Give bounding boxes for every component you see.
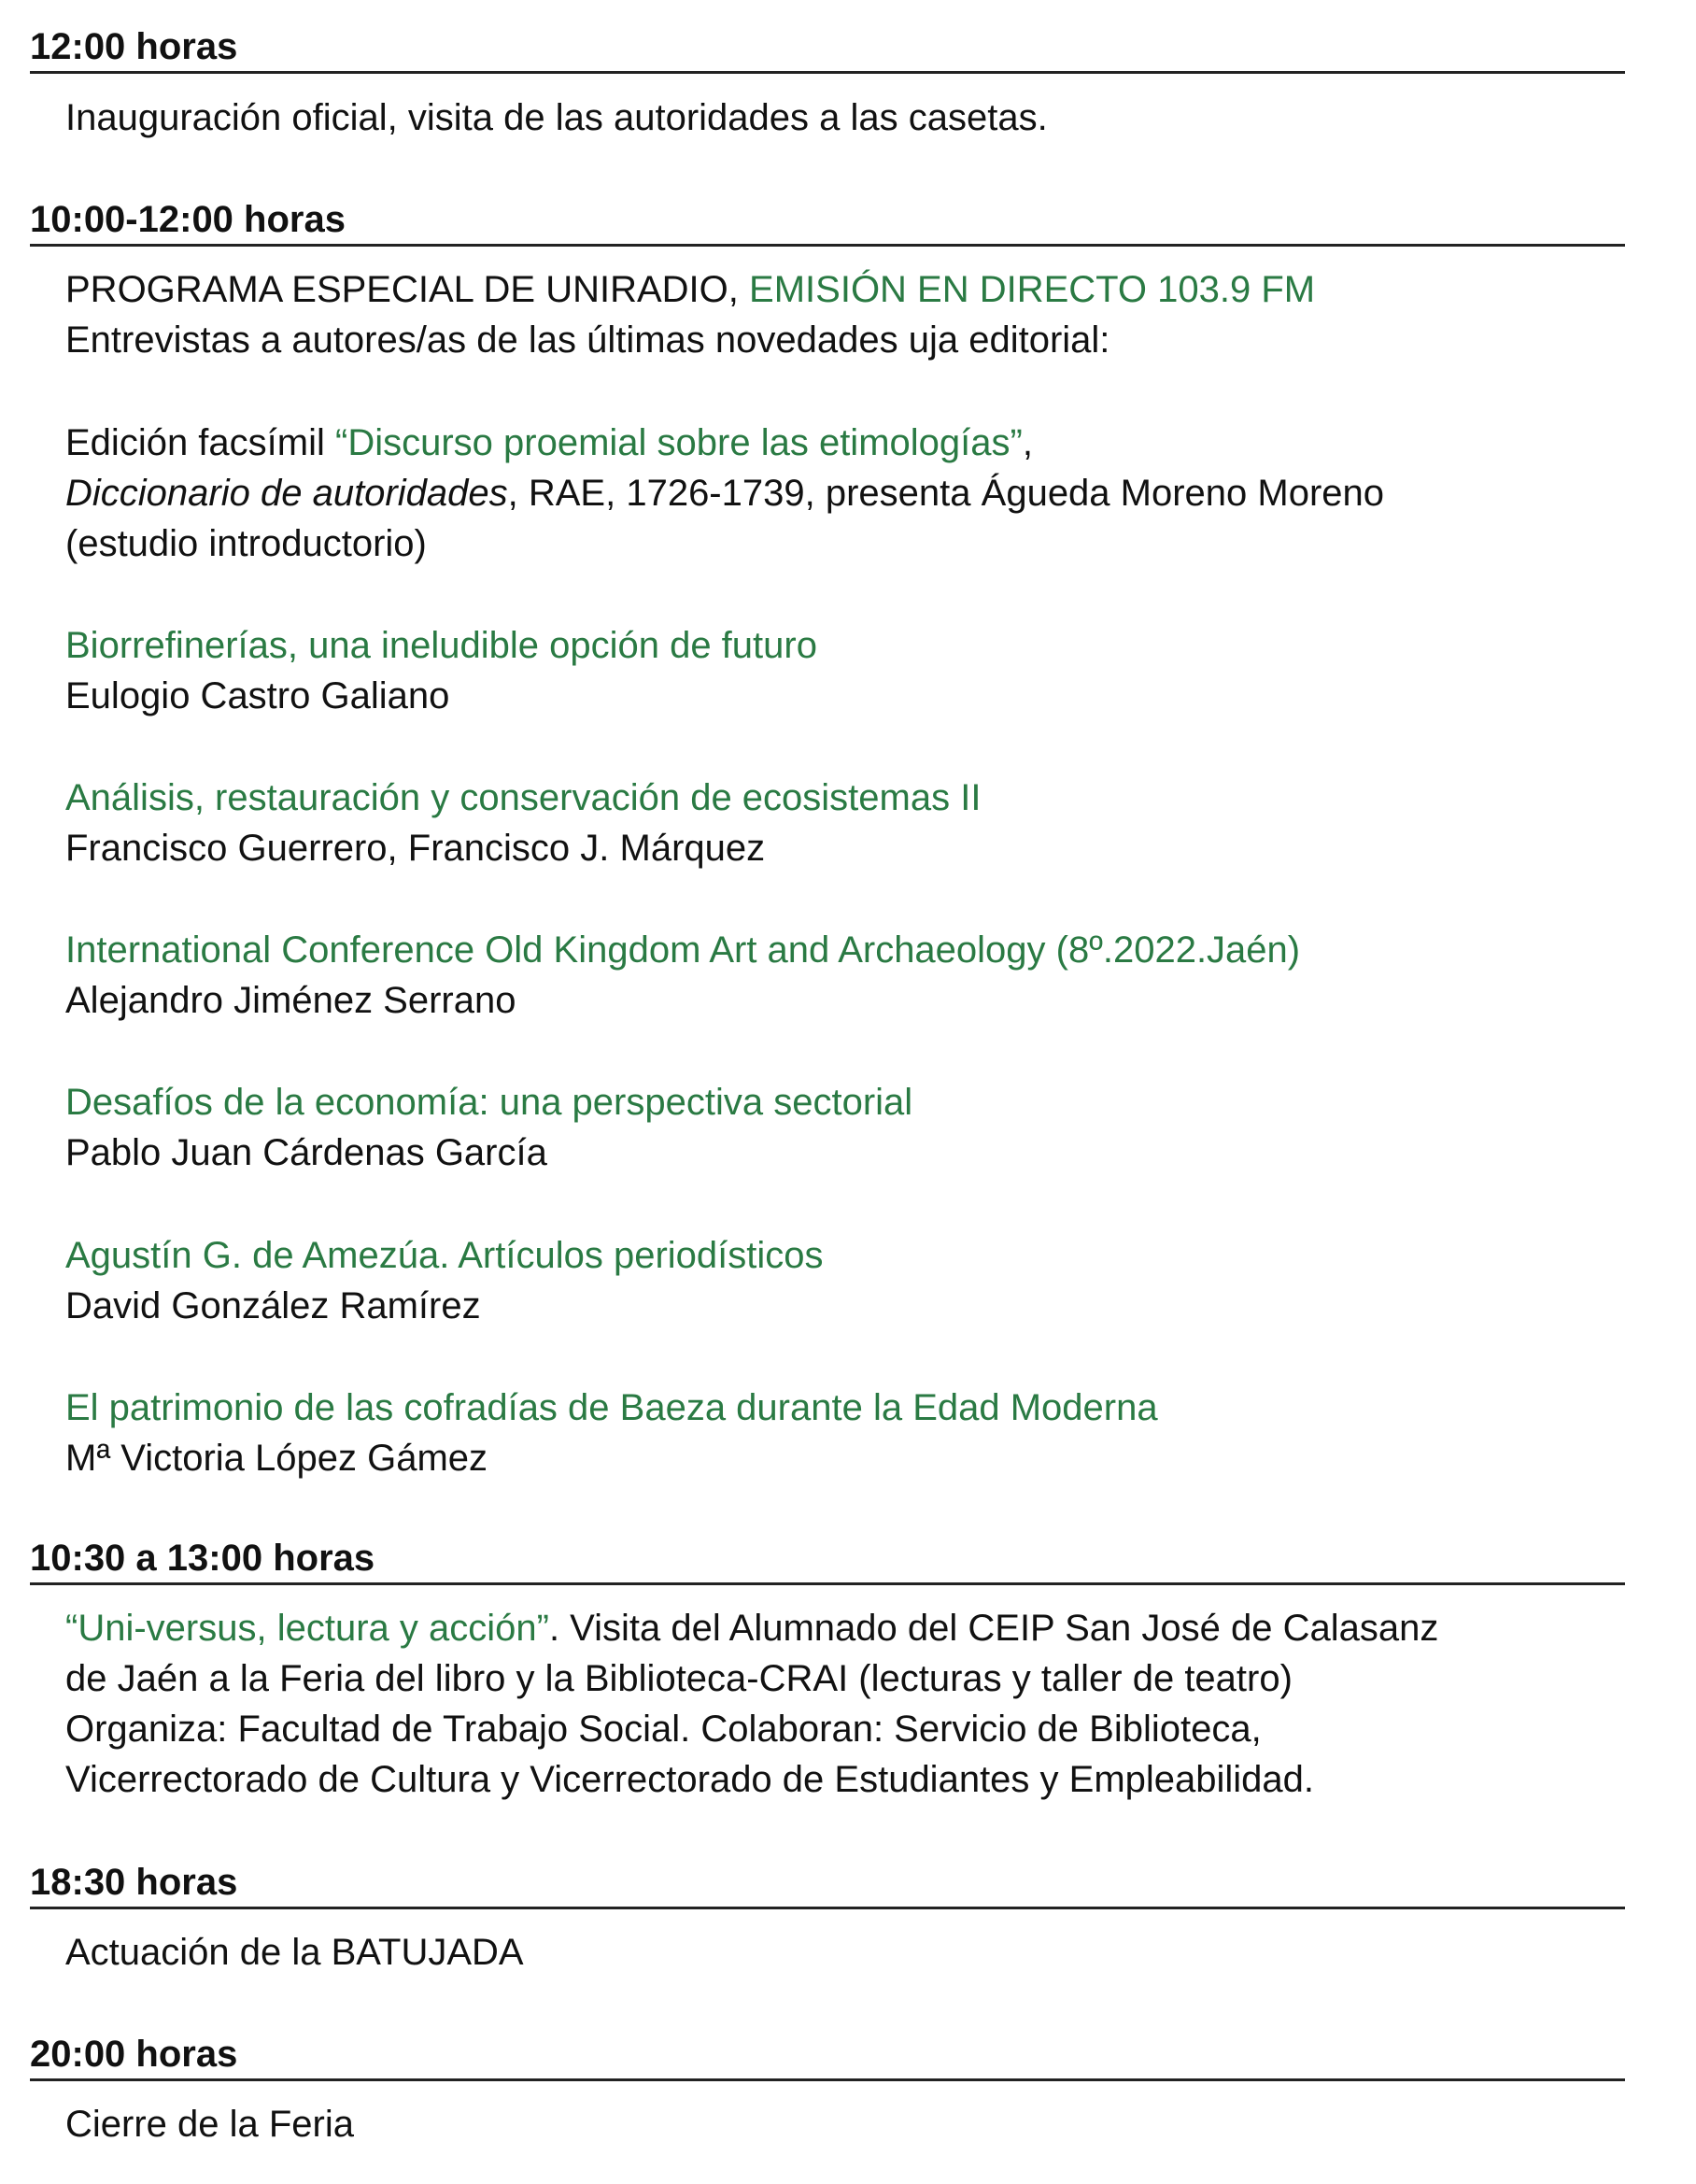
batujada-description: Actuación de la BATUJADA <box>65 1932 524 1973</box>
book-title: El patrimonio de las cofradías de Baeza durante la Edad Moderna <box>65 1387 1158 1428</box>
inauguration-description: Inauguración oficial, visita de las autoridades a las casetas. <box>65 97 1048 138</box>
uni-versus-title: “Uni-versus, lectura y acción” <box>65 1608 549 1649</box>
facsimile-title: “Discurso proemial sobre las etimologías” <box>335 422 1023 463</box>
book-author: Eulogio Castro Galiano <box>65 675 450 716</box>
facsimile-presenter: Águeda Moreno Moreno <box>981 473 1385 514</box>
book-author: David González Ramírez <box>65 1285 481 1326</box>
book-title: Análisis, restauración y conservación de ecosistemas II <box>65 777 982 818</box>
book-author: Mª Victoria López Gámez <box>65 1438 488 1479</box>
facsimile-line-2 <box>65 471 1384 516</box>
organizer-line-2: Vicerrectorado de Cultura y Vicerrectorado de Estudiantes y Empleabilidad. <box>65 1759 1315 1800</box>
broadcast-info: EMISIÓN EN DIRECTO 103.9 FM <box>749 269 1316 310</box>
time-header-1000-1200: 10:00-12:00 horas <box>30 197 1625 247</box>
book-author: Pablo Juan Cárdenas García <box>65 1132 547 1173</box>
book-title: Biorrefinerías, una ineludible opción de futuro <box>65 625 817 666</box>
uni-versus-line-2: de Jaén a la Feria del libro y la Biblioteca-CRAI (lecturas y taller de teatro) <box>65 1658 1293 1699</box>
facsimile-comma: , <box>1022 422 1033 463</box>
book-title: Desafíos de la economía: una perspectiva sectorial <box>65 1082 913 1123</box>
facsimile-line-1 <box>65 420 1033 465</box>
time-header-1830: 18:30 horas <box>30 1860 1625 1909</box>
facsimile-prefix: Edición facsímil <box>65 422 325 463</box>
book-title: International Conference Old Kingdom Art and Archaeology (8º.2022.Jaén) <box>65 929 1301 971</box>
organizer-line-1: Organiza: Facultad de Trabajo Social. Colaboran: Servicio de Biblioteca, <box>65 1709 1262 1750</box>
interviews-intro: Entrevistas a autores/as de las últimas novedades uja editorial: <box>65 319 1110 361</box>
time-header-1200: 12:00 horas <box>30 24 1625 74</box>
facsimile-note: (estudio introductorio) <box>65 523 427 564</box>
closing-description: Cierre de la Feria <box>65 2104 355 2145</box>
uni-versus-visit: . Visita del Alumnado del CEIP San José de Calasanz <box>548 1608 1439 1649</box>
uniradio-program-line <box>65 267 1315 312</box>
time-header-2000: 20:00 horas <box>30 2032 1625 2081</box>
book-title: Agustín G. de Amezúa. Artículos periodísticos <box>65 1235 824 1276</box>
uni-versus-line-1 <box>65 1606 1438 1651</box>
time-header-1030-1300: 10:30 a 13:00 horas <box>30 1536 1625 1585</box>
program-label: PROGRAMA ESPECIAL DE UNIRADIO, <box>65 269 739 310</box>
facsimile-work: Diccionario de autoridades <box>65 473 508 514</box>
facsimile-details: , RAE, 1726-1739, presenta <box>507 473 971 514</box>
book-author: Francisco Guerrero, Francisco J. Márquez <box>65 828 766 869</box>
book-author: Alejandro Jiménez Serrano <box>65 980 516 1021</box>
